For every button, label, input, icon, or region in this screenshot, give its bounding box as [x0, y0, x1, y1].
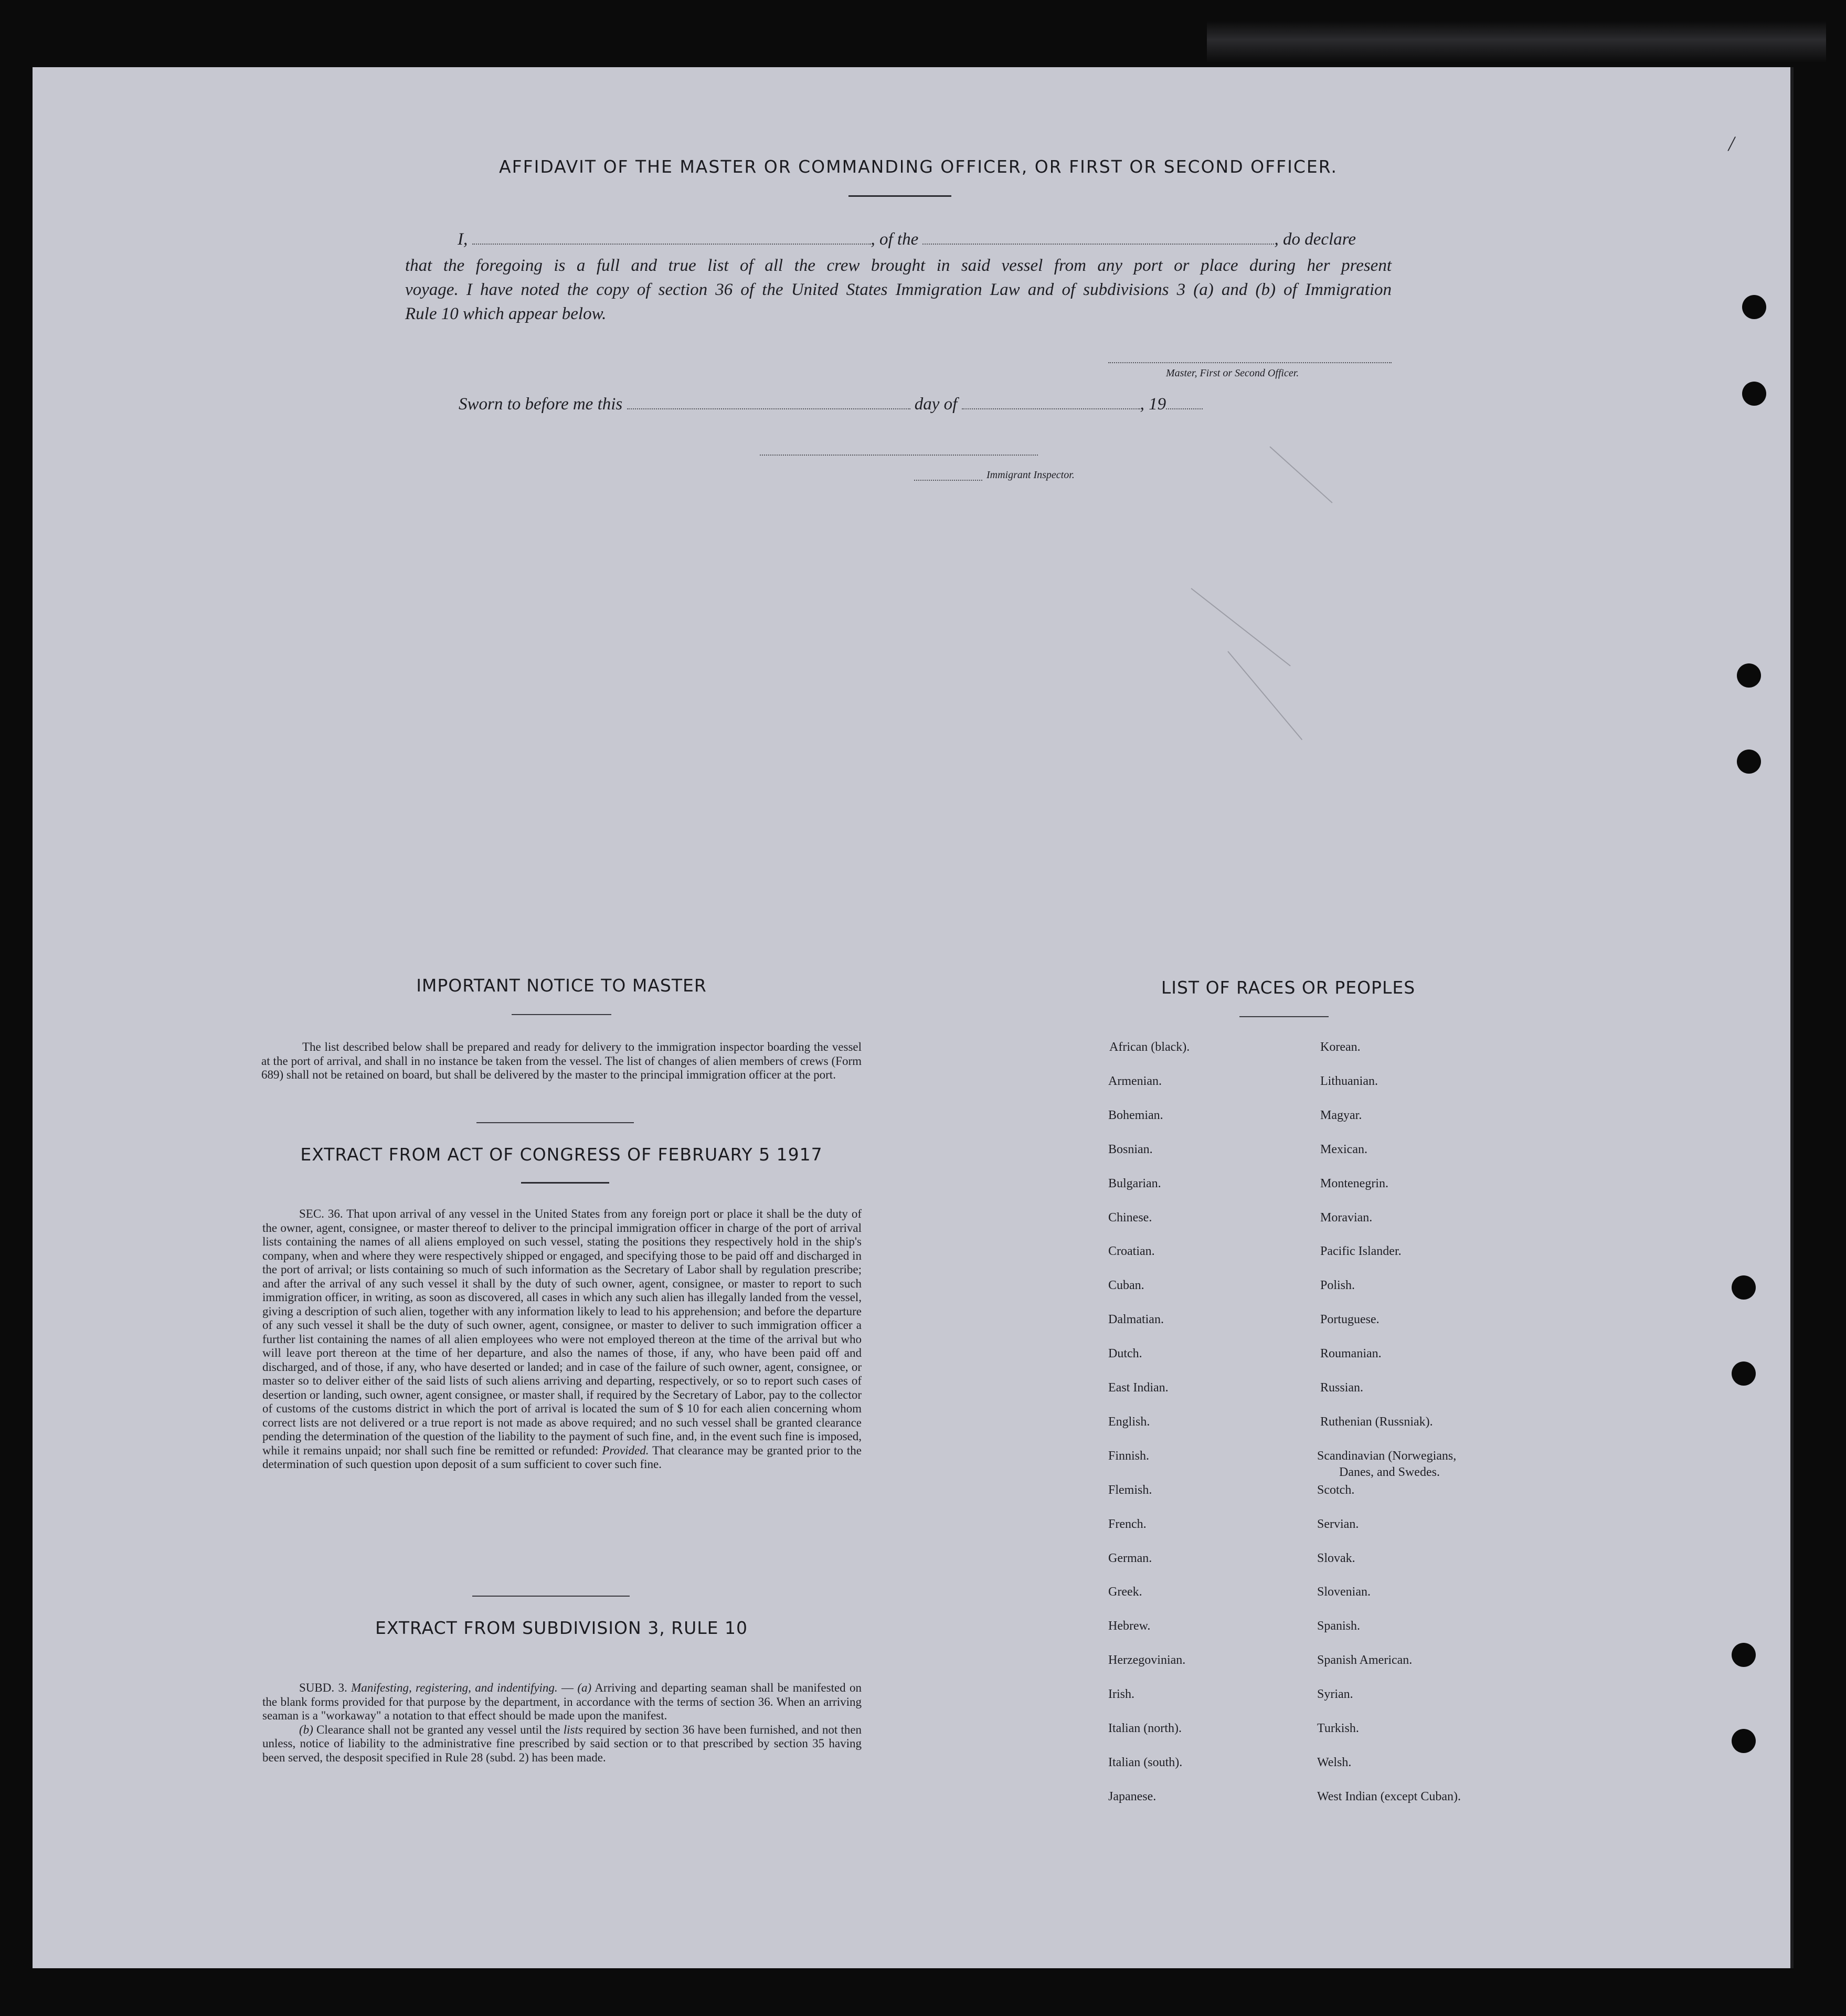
subd-dash: —: [557, 1681, 578, 1694]
race-entry: German.: [1108, 1551, 1152, 1565]
rule-extract-text: [262, 1681, 862, 1765]
affidavit-line-1: [458, 230, 1356, 249]
race-entry: Magyar.: [1320, 1109, 1362, 1122]
race-entry: Italian (north).: [1108, 1722, 1182, 1735]
inspector-line-upper[interactable]: [760, 443, 1038, 456]
race-entry: Montenegrin.: [1320, 1177, 1388, 1190]
punch-hole: [1742, 382, 1766, 406]
officer-signature-line[interactable]: [1108, 351, 1392, 363]
race-entry: Dalmatian.: [1108, 1313, 1164, 1326]
race-entry: Spanish American.: [1317, 1653, 1413, 1667]
sworn-line: [459, 395, 1203, 414]
race-entry: Cuban.: [1108, 1279, 1144, 1292]
race-entry: Syrian.: [1317, 1687, 1353, 1701]
race-entry: Japanese.: [1108, 1790, 1157, 1803]
punch-hole: [1737, 663, 1761, 688]
subd-heading: Manifesting, registering, and indentifying.: [351, 1681, 558, 1694]
subd-a-text: Arriving and departing seaman shall be manifested on the blank forms provided for that purpose by the department, in accordance with the terms of section 36. When an arriving seaman is a "workaway" a notation to that effect should be made upon the manifest.: [262, 1681, 862, 1722]
race-entry: Croatian.: [1108, 1244, 1155, 1258]
scan-edge-top: [1207, 21, 1826, 63]
act-extract-title: EXTRACT FROM ACT OF CONGRESS OF FEBRUARY 5 1917: [300, 1144, 823, 1165]
race-entry: English.: [1108, 1415, 1150, 1429]
race-entry-continuation: Danes, and Swedes.: [1339, 1465, 1440, 1479]
act-text-end: That clearance may be granted prior to the determination of such question upon deposit of a sum sufficient to cover such fine.: [262, 1443, 862, 1471]
notice-text: [261, 1040, 862, 1082]
affidavit-of-the: , of the: [871, 230, 919, 249]
notice-title: IMPORTANT NOTICE TO MASTER: [416, 975, 707, 996]
punch-hole: [1732, 1729, 1756, 1753]
subd-b-text1: Clearance shall not be granted any vessel until the: [316, 1723, 560, 1736]
punch-hole: [1732, 1643, 1756, 1667]
affidavit-body-line: voyage. I have noted the copy of section 36 of the United States Immigration Law and of subdivisions 3 (a) and (b) of Immigration: [405, 280, 1392, 299]
race-entry: Hebrew.: [1108, 1619, 1151, 1633]
notice-rule: [512, 1014, 611, 1015]
race-entry: Bosnian.: [1108, 1143, 1153, 1156]
subd-a-label: (a): [577, 1681, 592, 1694]
inspector-label: Immigrant Inspector.: [986, 469, 1075, 481]
punch-hole: [1742, 295, 1766, 319]
punch-hole: [1732, 1275, 1756, 1300]
race-entry: Italian (south).: [1108, 1756, 1183, 1769]
races-title: LIST OF RACES OR PEOPLES: [1161, 977, 1416, 998]
section-divider: [476, 1122, 634, 1123]
race-entry: Polish.: [1320, 1279, 1355, 1292]
sworn-prefix: Sworn to before me this: [459, 395, 623, 414]
punch-hole: [1737, 750, 1761, 774]
race-entry: Turkish.: [1317, 1722, 1359, 1735]
race-entry: Armenian.: [1108, 1074, 1162, 1088]
sworn-year-blank[interactable]: [1166, 397, 1203, 409]
act-provided: Provided.: [602, 1443, 649, 1457]
title-rule: [848, 195, 951, 197]
race-entry: Portuguese.: [1320, 1313, 1380, 1326]
race-entry: Bohemian.: [1108, 1109, 1163, 1122]
race-entry: Herzegovinian.: [1108, 1653, 1186, 1667]
race-entry: Bulgarian.: [1108, 1177, 1161, 1190]
subd-b-text2: required by section 36 have been furnished, and not then unless, notice of liability to the administrative fine prescribed by said section or to that prescribed by section 35 having been served, the desposit specified in Rule 28 (subd. 2) has been made.: [262, 1723, 862, 1764]
race-entry: Scandinavian (Norwegians,: [1317, 1449, 1457, 1463]
affidavit-body-line: that the foregoing is a full and true list of all the crew brought in said vessel from any port or place during her present: [405, 256, 1392, 275]
act-paragraph: [262, 1207, 862, 1472]
race-entry: Ruthenian (Russniak).: [1320, 1415, 1433, 1429]
vessel-blank[interactable]: [922, 232, 1274, 245]
affidavit-body-line: Rule 10 which appear below.: [405, 304, 607, 323]
race-entry: Scotch.: [1317, 1483, 1355, 1497]
race-entry: Spanish.: [1317, 1619, 1361, 1633]
race-entry: Korean.: [1320, 1040, 1361, 1054]
inspector-line[interactable]: [914, 468, 982, 481]
subd-a-paragraph: [262, 1681, 862, 1723]
race-entry: Moravian.: [1320, 1211, 1373, 1225]
scan-edge-right: [1790, 67, 1794, 1968]
race-entry: Finnish.: [1108, 1449, 1150, 1463]
race-entry: African (black).: [1109, 1040, 1190, 1054]
race-entry: Lithuanian.: [1320, 1074, 1378, 1088]
corner-mark: /: [1728, 132, 1735, 155]
race-entry: French.: [1108, 1517, 1147, 1531]
race-entry: Russian.: [1320, 1381, 1364, 1395]
race-entry: Dutch.: [1108, 1347, 1142, 1360]
races-rule: [1239, 1016, 1329, 1017]
affidavit-declare: , do declare: [1274, 230, 1356, 249]
race-entry: Chinese.: [1108, 1211, 1152, 1225]
subd-b-label: (b): [299, 1723, 313, 1736]
race-entry: Irish.: [1108, 1687, 1134, 1701]
race-entry: Pacific Islander.: [1320, 1244, 1402, 1258]
race-entry: Slovenian.: [1317, 1585, 1371, 1599]
subd-b-lists: lists: [563, 1723, 583, 1736]
affidavit-i: I,: [458, 230, 468, 249]
race-entry: Slovak.: [1317, 1551, 1355, 1565]
race-entry: Flemish.: [1108, 1483, 1152, 1497]
race-entry: Mexican.: [1320, 1143, 1367, 1156]
sworn-month-blank[interactable]: [962, 397, 1140, 409]
subd-b-paragraph: [262, 1723, 862, 1765]
race-entry: West Indian (except Cuban).: [1317, 1790, 1461, 1803]
name-blank[interactable]: [472, 232, 871, 245]
rule-extract-title: EXTRACT FROM SUBDIVISION 3, RULE 10: [375, 1618, 748, 1638]
race-entry: Roumanian.: [1320, 1347, 1382, 1360]
officer-signature-label: Master, First or Second Officer.: [1166, 367, 1299, 379]
section-divider: [472, 1596, 630, 1597]
act-extract-text: [262, 1207, 862, 1472]
sworn-day-of: day of: [914, 395, 958, 414]
sworn-year: , 19: [1140, 395, 1166, 414]
race-entry: Servian.: [1317, 1517, 1359, 1531]
sworn-day-blank[interactable]: [627, 397, 910, 409]
subd-label: SUBD. 3.: [299, 1681, 347, 1694]
act-extract-rule: [521, 1182, 609, 1184]
punch-hole: [1732, 1361, 1756, 1386]
race-entry: Greek.: [1108, 1585, 1142, 1599]
affidavit-title: AFFIDAVIT OF THE MASTER OR COMMANDING OFFICER, OR FIRST OR SECOND OFFICER.: [499, 156, 1338, 177]
race-entry: Welsh.: [1317, 1756, 1352, 1769]
notice-paragraph: The list described below shall be prepared and ready for delivery to the immigration inspector boarding the vessel at the port of arrival, and shall in no instance be taken from the vessel. The list of changes of alien members of crews (Form 689) shall not be retained on board, but shall be delivered by the master to the principal immigration officer at the port.: [261, 1040, 862, 1081]
race-entry: East Indian.: [1108, 1381, 1169, 1395]
act-text: SEC. 36. That upon arrival of any vessel in the United States from any foreign port or place it shall be the duty of the owner, agent, consignee, or master thereof to deliver to the principal immigration officer in charge of the port of arrival lists containing the names of all aliens employed on such vessel, stating the positions they respectively hold in the ship's company, when and where they were respectively shipped or engaged, and specifying those to be paid off and discharged in the port of arrival; or lists containing so much of such information as the Secretary of Labor shall by regulation prescribe; and after the arrival of any such vessel it shall by the duty of such owner, agent, consignee, or master to report to such immigration officer, in writing, as soon as discovered, all cases in which any such alien has illegally landed from the vessel, giving a description of such alien, together with any information likely to lead to his apprehension; and before the departure of any such vessel it shall be the duty of such owner, agent, consignee, or master to deliver to such immigration officer a further list containing the names of all alien employees who were not employed thereon at the time of the arrival but who will leave port thereon at the time of her departure, and also the names of those, if any, who have been paid off and discharged, and of those, if any, who have deserted or landed; and in case of the failure of such owner, agent, consignee, or master so to deliver either of the said lists of such aliens arriving and departing, respectively, or so to report such cases of desertion or landing, such owner, agent consignee, or master shall, if required by the Secretary of Labor, pay to the collector of customs of the customs district in which the port of arrival is located the sum of $ 10 for each alien concerning whom correct lists are not delivered or a true report is not made as above required; and no such vessel shall be granted clearance pending the determination of the question of the liability to the payment of such fine, and, in the event such fine is imposed, while it remains unpaid; nor shall such fine be remitted or refunded:: [262, 1207, 862, 1457]
